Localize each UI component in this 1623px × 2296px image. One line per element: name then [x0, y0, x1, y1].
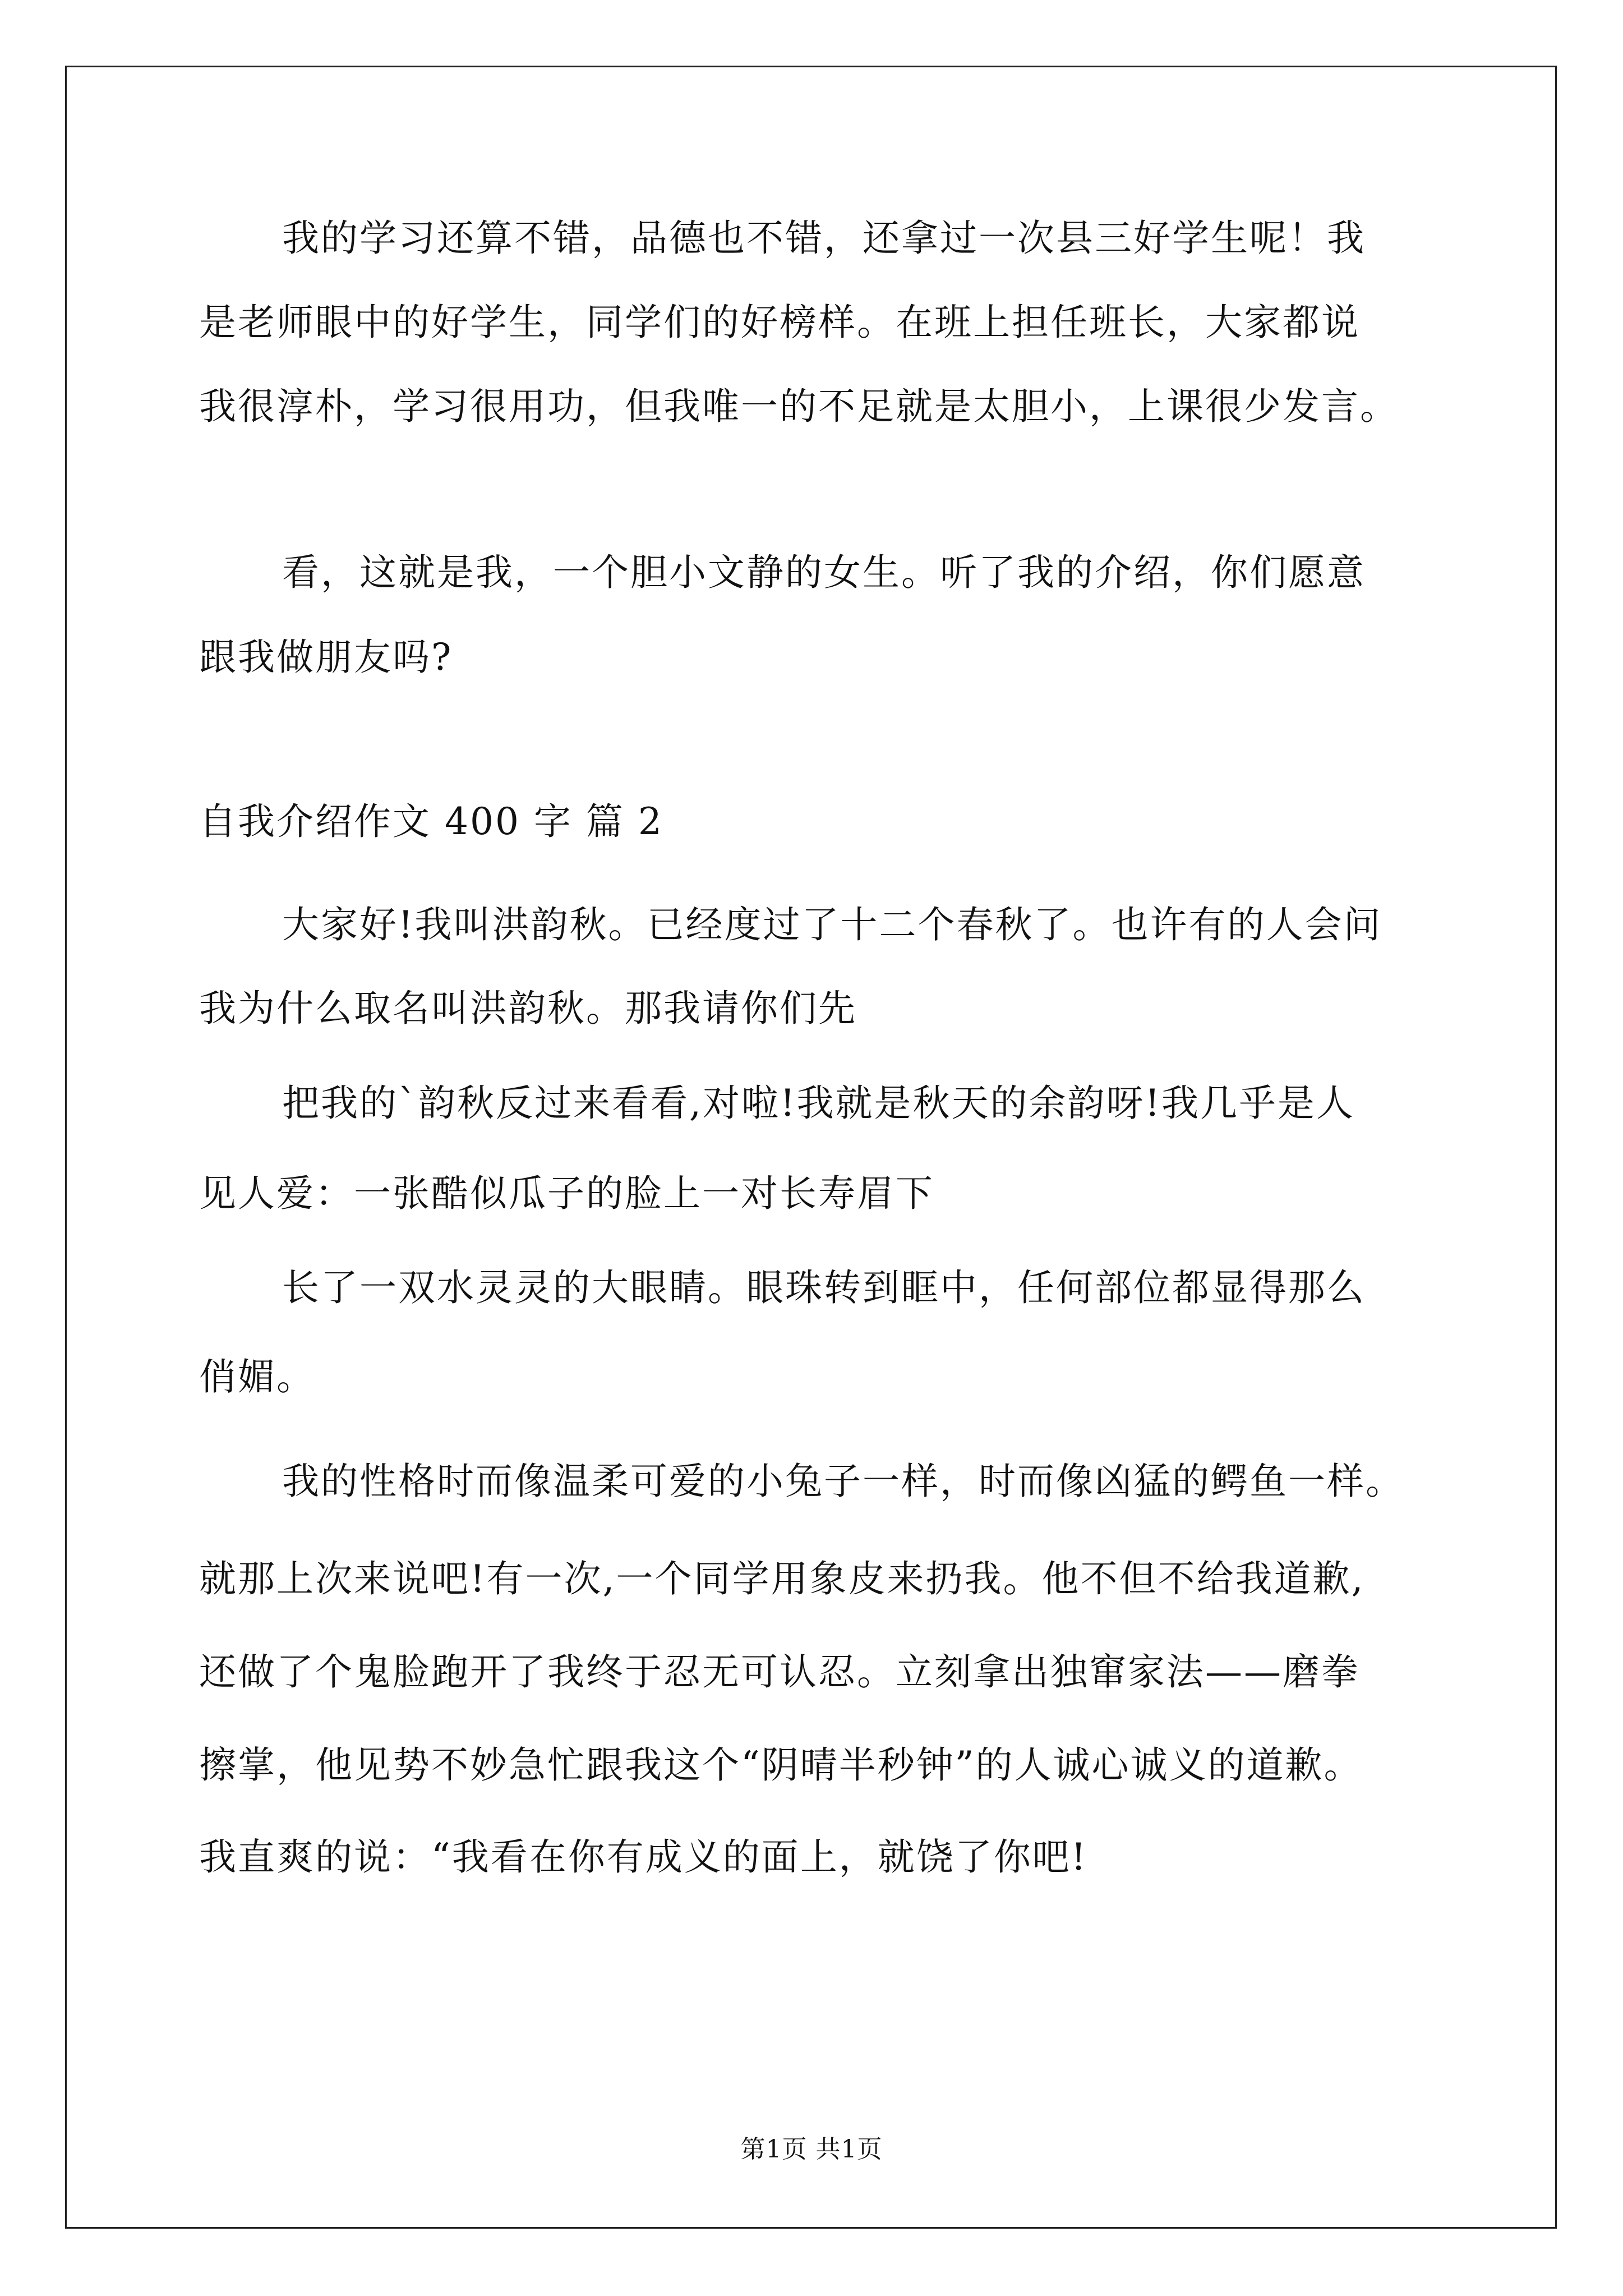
text-line: 我的学习还算不错，品德也不错，还拿过一次县三好学生呢！我	[282, 217, 1366, 260]
text-line: 我的性格时而像温柔可爱的小兔子一样，时而像凶猛的鳄鱼一样。	[282, 1460, 1404, 1503]
section-heading: 自我介绍作文 400 字 篇 2	[199, 800, 663, 843]
text-line: 长了一双水灵灵的大眼睛。眼珠转到眶中，任何部位都显得那么	[282, 1266, 1366, 1309]
page-footer: 第1页 共1页	[740, 2135, 883, 2164]
text-line: 我很淳朴，学习很用功，但我唯一的不足就是太胆小，上课很少发言。	[199, 385, 1399, 428]
text-line: 就那上次来说吧!有一次,一个同学用象皮来扔我。他不但不给我道歉,	[199, 1557, 1365, 1600]
text-line: 见人爱：一张酷似瓜子的脸上一对长寿眉下	[199, 1172, 934, 1215]
text-line: 是老师眼中的好学生，同学们的好榜样。在班上担任班长，大家都说	[199, 301, 1360, 344]
text-line: 我为什么取名叫洪韵秋。那我请你们先	[199, 987, 857, 1030]
text-line: 擦掌，他见势不妙急忙跟我这个“阴晴半秒钟”的人诚心诚义的道歉。	[199, 1743, 1363, 1787]
text-line: 大家好!我叫洪韵秋。已经度过了十二个春秋了。也许有的人会问	[282, 903, 1382, 946]
text-line: 看，这就是我，一个胆小文静的女生。听了我的介绍，你们愿意	[282, 551, 1366, 594]
text-line: 跟我做朋友吗?	[199, 636, 453, 679]
text-line: 还做了个鬼脸跑开了我终于忍无可认忍。立刻拿出独窜家法——磨拳	[199, 1650, 1360, 1694]
text-line: 俏媚。	[199, 1355, 315, 1398]
text-line: 把我的`韵秋反过来看看,对啦!我就是秋天的余韵呀!我几乎是人	[282, 1082, 1355, 1125]
text-line: 我直爽的说：“我看在你有成义的面上，就饶了你吧!	[199, 1835, 1088, 1879]
